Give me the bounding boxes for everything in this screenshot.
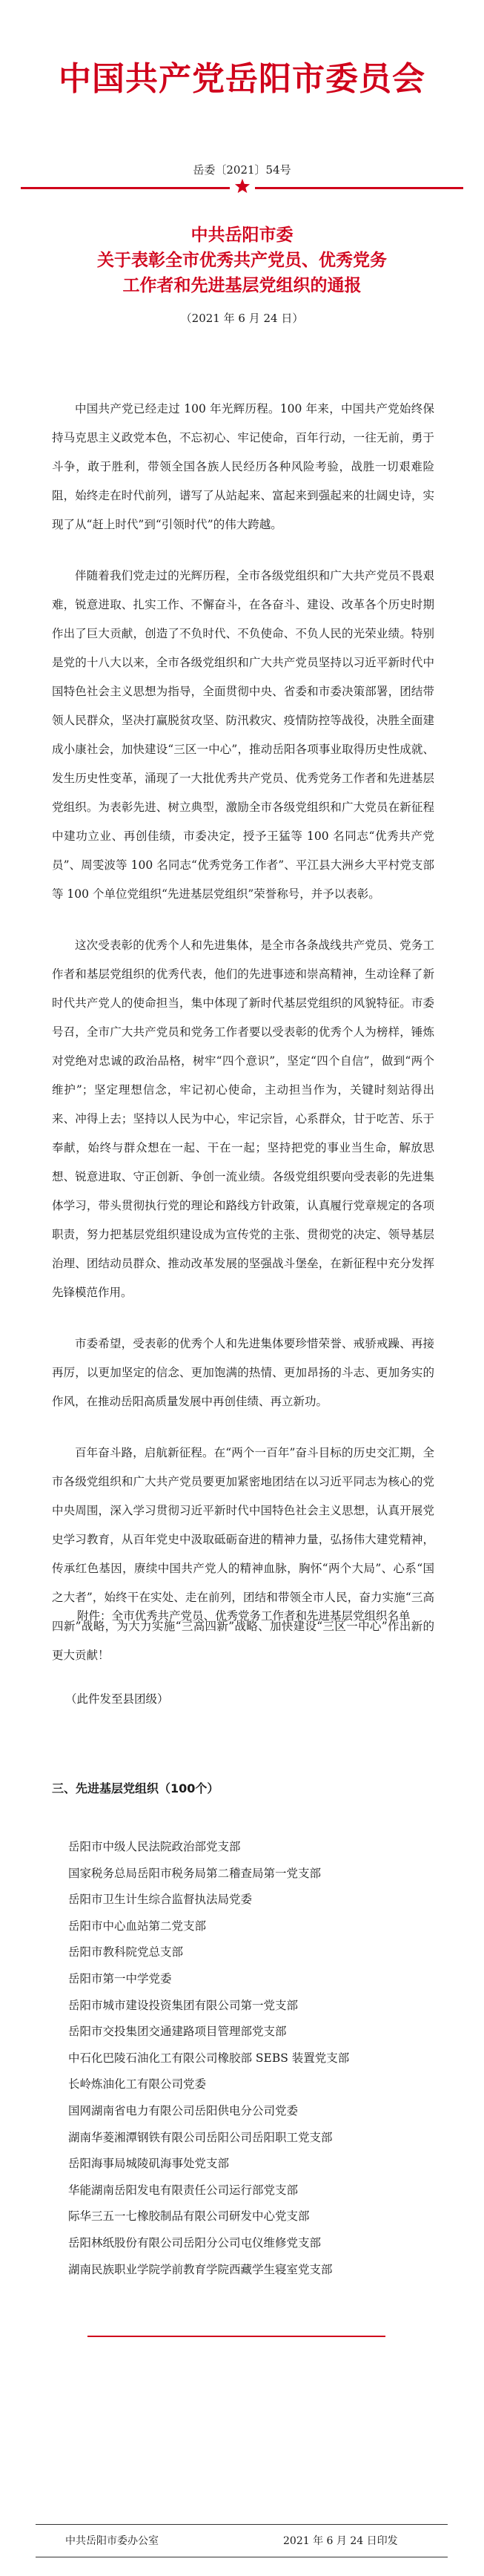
red-rule-right [255,187,463,189]
body-paragraph: 伴随着我们党走过的光辉历程，全市各级党组织和广大共产党员不畏艰难，锐意进取、扎实工作、不懈奋斗，在各奋斗、建设、改革各个历史时期作出了巨大贡献，创造了不负时代、不负使命、不负人民的光荣业绩。特别是党的十八大以来，全市各级党组织和广大共产党员坚持以习近平新时代中国特色社会主义思想为指导，全面贯彻中央、省委和市委决策部署，团结带领人民群众，坚决打赢脱贫攻坚、防汛救灾、疫情防控等战役，决胜全面建成小康社会，加快建设“三区一中心”，推动岳阳各项事业取得历史性成就、发生历史性变革，涌现了一大批优秀共产党员、优秀党务工作者和先进基层党组织。为表彰先进、树立典型，激励全市各级党组织和广大党员在新征程中建功立业、再创佳绩，市委决定，授予王猛等 100 名同志“优秀共产党员”、周雯波等 100 名同志“优秀党务工作者”、平江县大洲乡大平村党支部等 100 个单位党组织“先进基层党组织”荣誉称号，并予以表彰。 [52,569,434,901]
list-item: 湖南民族职业学院学前教育学院西藏学生寝室党支部 [68,2262,333,2276]
list-item: 岳阳市交投集团交通建路项目管理部党支部 [68,2025,287,2039]
title-line: 关于表彰全市优秀共产党员、优秀党务 [97,250,387,270]
distribution-note: （此件发至县团级） [65,1692,169,1706]
section-heading: 三、先进基层党组织（100个） [52,1781,219,1795]
issuer: 中共岳阳市委办公室 [65,2535,159,2547]
notice-body [52,395,434,1692]
list-item: 岳阳市中心血站第二党支部 [68,1919,207,1933]
print-date: 2021 年 6 月 24 日印发 [283,2535,398,2547]
list-item: 中石化巴陵石油化工有限公司橡胶部 SEBS 装置党支部 [68,2051,350,2065]
list-item: 岳阳市中级人民法院政治部党支部 [68,1840,241,1853]
notice-title [0,223,484,298]
document-number: 岳委〔2021〕54号 [193,163,291,177]
star-icon [234,178,251,194]
list-item: 岳阳市教科院党总支部 [68,1945,184,1959]
red-rule-left [21,187,230,189]
title-line: 工作者和先进基层党组织的通报 [122,275,362,295]
title-line: 中共岳阳市委 [190,225,294,245]
list-item: 岳阳市城市建设投资集团有限公司第一党支部 [68,1998,299,2012]
body-paragraph: 百年奋斗路，启航新征程。在“两个一百年”奋斗目标的历史交汇期，全市各级党组织和广大共产党员要更加紧密地团结在以习近平同志为核心的党中央周围，深入学习贯彻习近平新时代中国特色社会主义思想，认真开展党史学习教育，从百年党史中汲取砥砺奋进的精神力量，弘扬伟大建党精神，传承红色基因，赓续中国共产党人的精神血脉，胸怀“两个大局”、心系“国之大者”，始终干在实处、走在前列，团结和带领全市人民，奋力实施“三高四新”战略，为大力实施“三高四新”战略、加快建设“三区一中心”作出新的更大贡献！ [52,1446,434,1662]
body-paragraph: 市委希望，受表彰的优秀个人和先进集体要珍惜荣誉、戒骄戒躁、再接再厉，以更加坚定的信念、更加饱满的热情、更加昂扬的斗志、更加务实的作风，在推动岳阳高质量发展中再创佳绩、再立新功。 [52,1337,434,1408]
list-item: 长岭炼油化工有限公司党委 [68,2077,207,2092]
list-item: 国家税务总局岳阳市税务局第二稽查局第一党支部 [68,1866,322,1880]
list-item: 国网湖南省电力有限公司岳阳供电分公司党委 [68,2103,299,2117]
list-item: 湖南华菱湘潭钢铁有限公司岳阳公司岳阳职工党支部 [68,2130,333,2144]
list-item: 岳阳市第一中学党委 [68,1971,172,1985]
masthead-title: 中国共产党岳阳市委员会 [59,60,425,98]
highlight-underline [87,2336,385,2337]
list-item: 际华三五一七橡胶制品有限公司研发中心党支部 [68,2209,310,2224]
attachment-line: 附件：全市优秀共产党员、优秀党务工作者和先进基层党组织名单 [77,1609,411,1623]
org-list [68,1834,454,2283]
footer-rule-top [36,2524,448,2525]
body-paragraph: 这次受表彰的优秀个人和先进集体，是全市各条战线共产党员、党务工作者和基层党组织的优秀代表，他们的先进事迹和崇高精神，生动诠释了新时代共产党人的使命担当，集中体现了新时代基层党组织的风貌特征。市委号召，全市广大共产党员和党务工作者要以受表彰的优秀个人为榜样，锤炼对党绝对忠诚的政治品格，树牢“四个意识”，坚定“四个自信”，做到“两个维护”；坚定理想信念，牢记初心使命，主动担当作为，关键时刻站得出来、冲得上去；坚持以人民为中心，牢记宗旨，心系群众，甘于吃苦、乐于奉献，始终与群众想在一起、干在一起；坚持把党的事业当生命，解放思想、锐意进取、守正创新、争创一流业绩。各级党组织要向受表彰的先进集体学习，带头贯彻执行党的理论和路线方针政策，认真履行党章规定的各项职责，努力把基层党组织建设成为宣传党的主张、贯彻党的决定、领导基层治理、团结动员群众、推动改革发展的坚强战斗堡垒，在新征程中充分发挥先锋模范作用。 [52,939,434,1299]
list-item: 华能湖南岳阳发电有限责任公司运行部党支部 [68,2183,299,2197]
list-item: 岳阳海事局城陵矶海事处党支部 [68,2157,230,2171]
list-item: 岳阳林纸股份有限公司岳阳分公司屯仪维修党支部 [68,2235,322,2250]
body-paragraph: 中国共产党已经走过 100 年光辉历程。100 年来，中国共产党始终保持马克思主义政党本色，不忘初心、牢记使命，百年行动，一往无前，勇于斗争，敢于胜利，带领全国各族人民经历各种风险考验，战胜一切艰难险阻，始终走在时代前列，谱写了从站起来、富起来到强起来的壮阔史诗，实现了从“赶上时代”到“引领时代”的伟大跨越。 [52,402,434,531]
list-item: 岳阳市卫生计生综合监督执法局党委 [68,1893,253,1907]
issue-date: （2021 年 6 月 24 日） [180,312,304,325]
